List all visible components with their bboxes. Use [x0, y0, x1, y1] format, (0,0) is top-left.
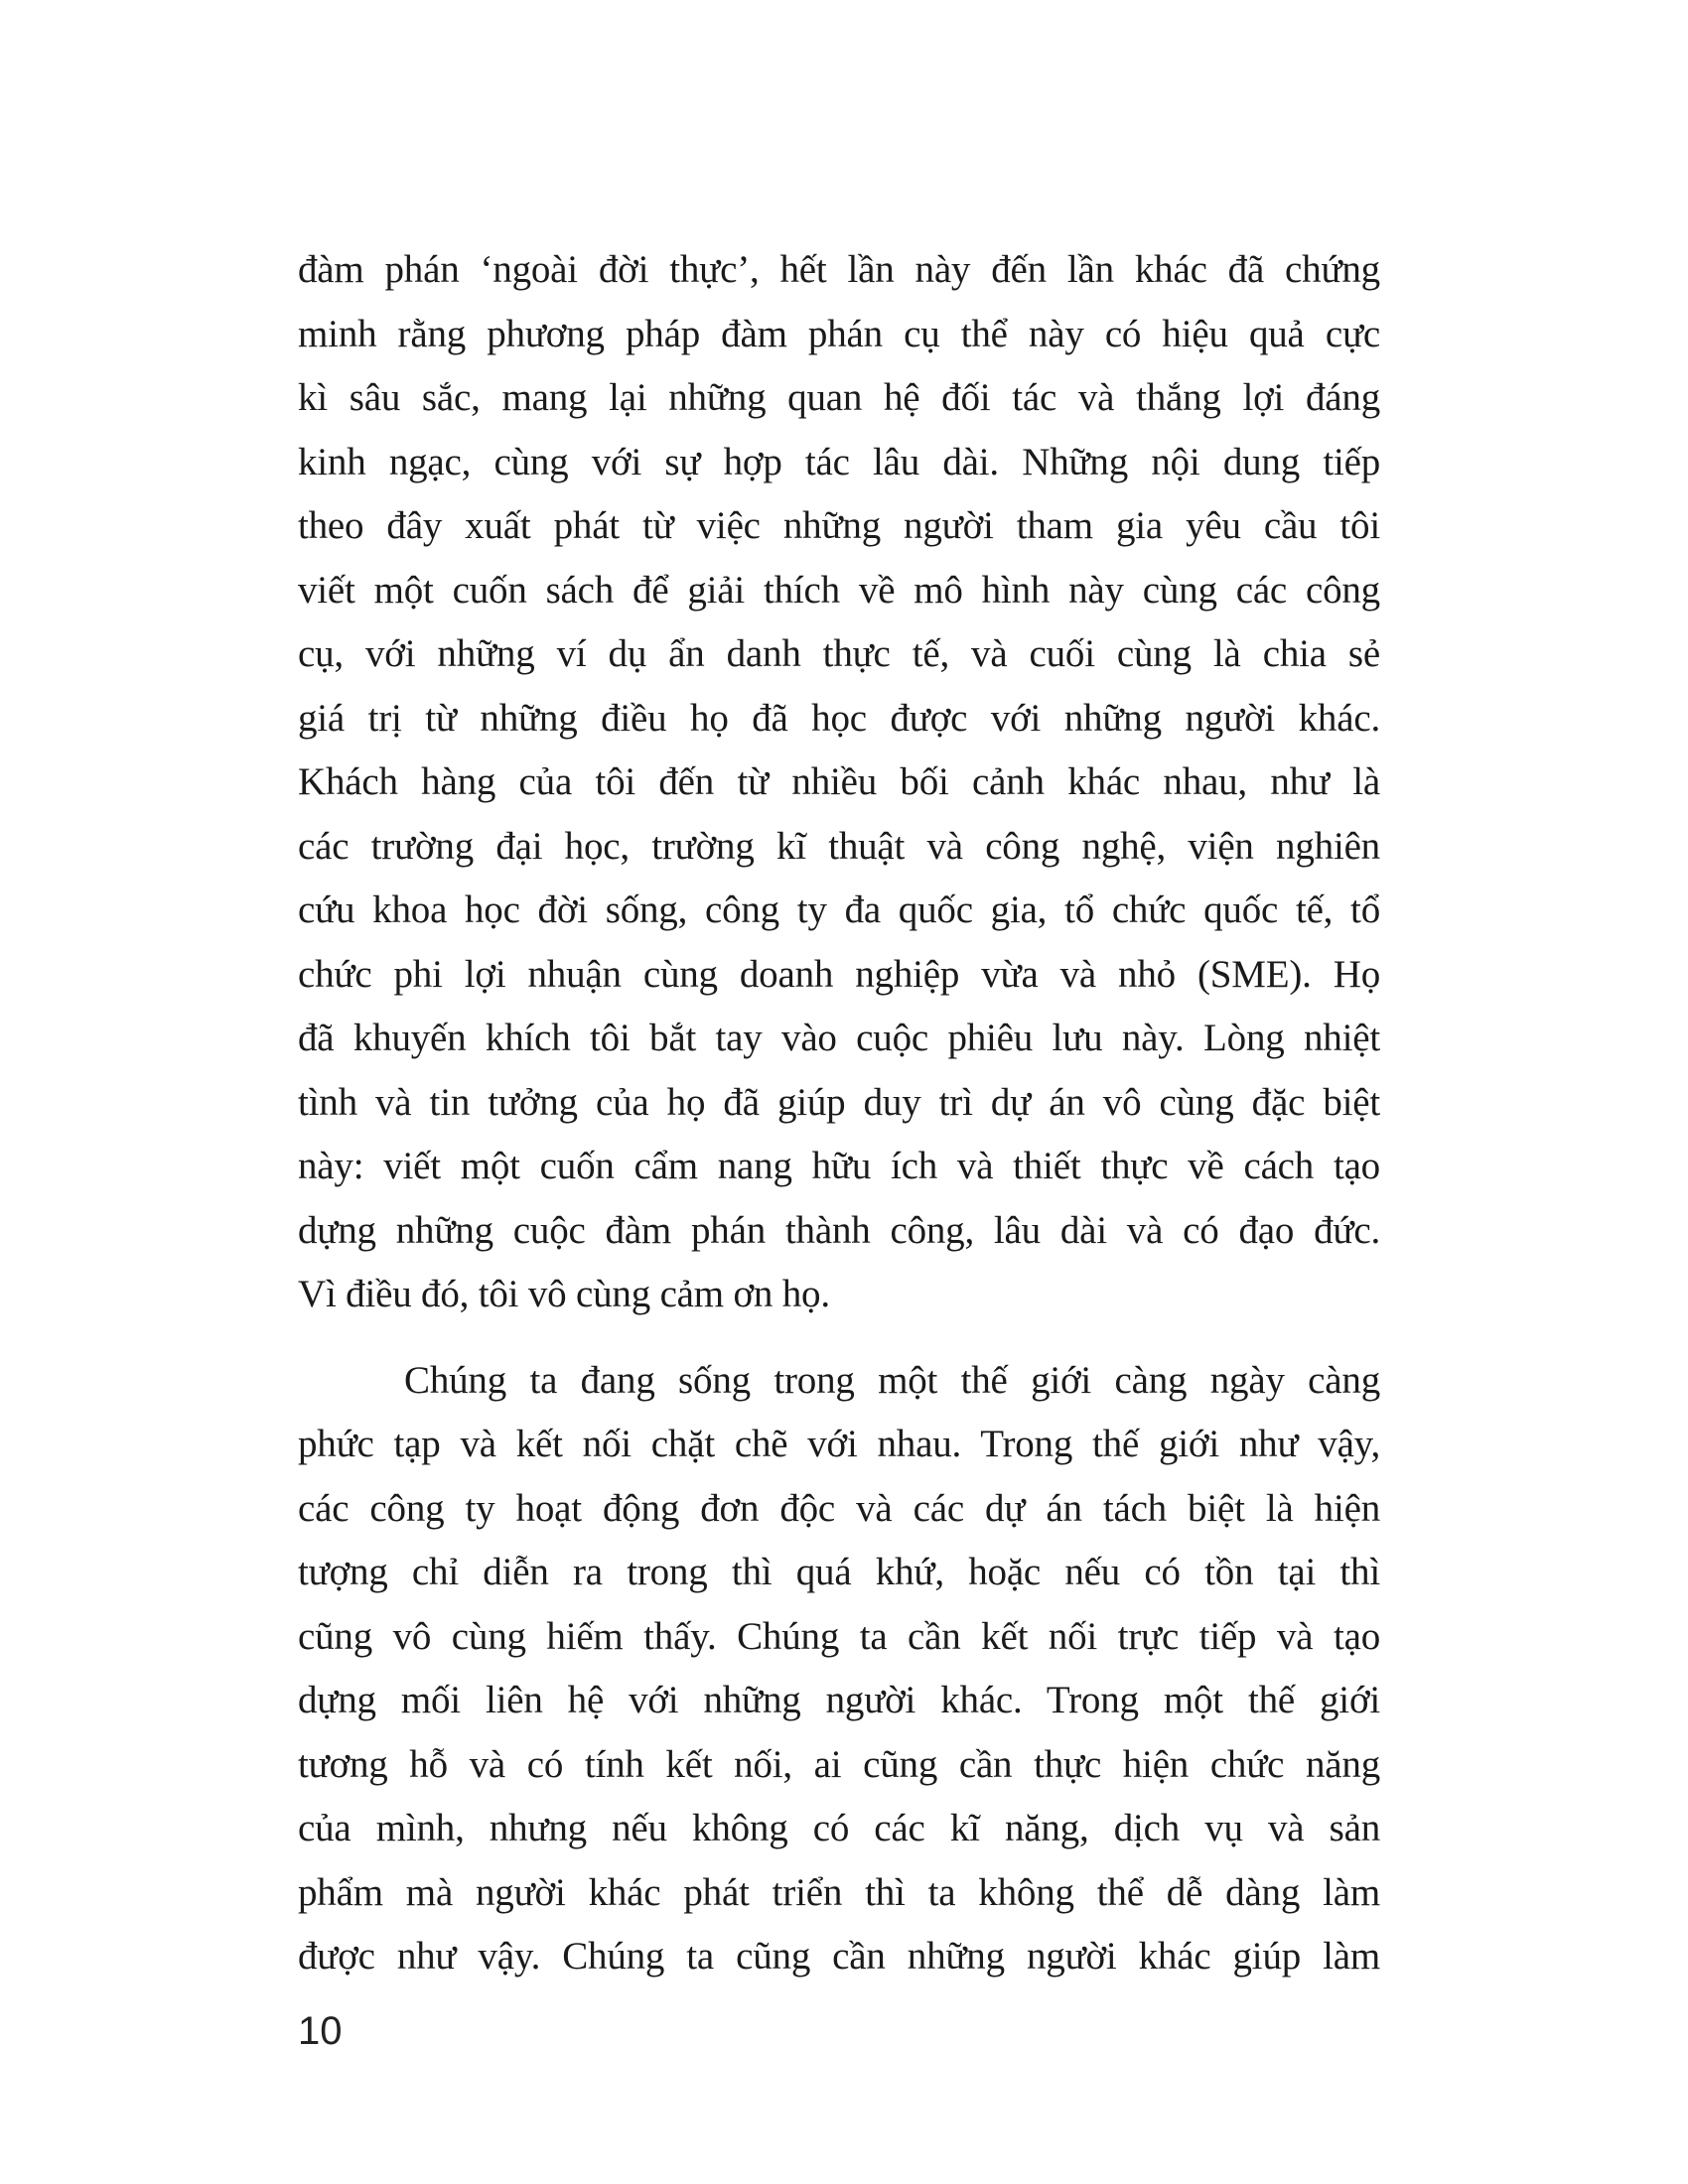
text-line: đã khuyến khích tôi bắt tay vào cuộc phiêu lưu này. Lòng nhiệt — [298, 1017, 1380, 1059]
text-line: kinh ngạc, cùng với sự hợp tác lâu dài. Những nội dung tiếp — [298, 440, 1380, 483]
paragraph — [298, 1349, 1380, 1989]
text-line: tương hỗ và có tính kết nối, ai cũng cần thực hiện chức năng — [298, 1742, 1380, 1786]
text-line: Khách hàng của tôi đến từ nhiều bối cảnh khác nhau, như là — [298, 760, 1380, 803]
text-line: các trường đại học, trường kĩ thuật và công nghệ, viện nghiên — [298, 824, 1380, 868]
text-line: Chúng ta đang sống trong một thế giới càng ngày càng — [404, 1358, 1380, 1402]
text-line: dựng mối liên hệ với những người khác. Trong một thế giới — [298, 1679, 1380, 1721]
text-line: tượng chỉ diễn ra trong thì quá khứ, hoặc nếu có tồn tại thì — [298, 1551, 1380, 1593]
text-line: này: viết một cuốn cẩm nang hữu ích và thiết thực về cách tạo — [298, 1145, 1380, 1187]
text-line: của mình, nhưng nếu không có các kĩ năng, dịch vụ và sản — [298, 1807, 1380, 1849]
text-line: kì sâu sắc, mang lại những quan hệ đối tác và thắng lợi đáng — [298, 376, 1380, 419]
text-line: được như vậy. Chúng ta cũng cần những người khác giúp làm — [298, 1935, 1380, 1978]
text-line: phức tạp và kết nối chặt chẽ với nhau. Trong thế giới như vậy, — [298, 1423, 1380, 1465]
page-number: 10 — [298, 2009, 343, 2053]
text-line: minh rằng phương pháp đàm phán cụ thể này có hiệu quả cực — [298, 312, 1380, 355]
text-line: dựng những cuộc đàm phán thành công, lâu dài và có đạo đức. — [298, 1208, 1380, 1252]
paragraph — [298, 238, 1380, 1327]
text-line: cụ, với những ví dụ ẩn danh thực tế, và cuối cùng là chia sẻ — [298, 632, 1380, 675]
text-line: các công ty hoạt động đơn độc và các dự án tách biệt là hiện — [298, 1486, 1380, 1530]
text-line: tình và tin tưởng của họ đã giúp duy trì dự án vô cùng đặc biệt — [298, 1080, 1380, 1124]
text-line: Vì điều đó, tôi vô cùng cảm ơn họ. — [298, 1273, 830, 1315]
text-line: cũng vô cùng hiếm thấy. Chúng ta cần kết nối trực tiếp và tạo — [298, 1614, 1380, 1658]
text-line: đàm phán ‘ngoài đời thực’, hết lần này đến lần khác đã chứng — [298, 248, 1380, 291]
text-line: phẩm mà người khác phát triển thì ta không thể dễ dàng làm — [298, 1870, 1380, 1914]
text-line: theo đây xuất phát từ việc những người tham gia yêu cầu tôi — [298, 504, 1380, 547]
text-line: giá trị từ những điều họ đã học được với những người khác. — [298, 696, 1380, 740]
text-line: cứu khoa học đời sống, công ty đa quốc gia, tổ chức quốc tế, tổ — [298, 888, 1380, 931]
body-text — [298, 238, 1380, 1989]
text-line: viết một cuốn sách để giải thích về mô hình này cùng các công — [298, 568, 1380, 612]
text-line: chức phi lợi nhuận cùng doanh nghiệp vừa và nhỏ (SME). Họ — [298, 952, 1380, 996]
